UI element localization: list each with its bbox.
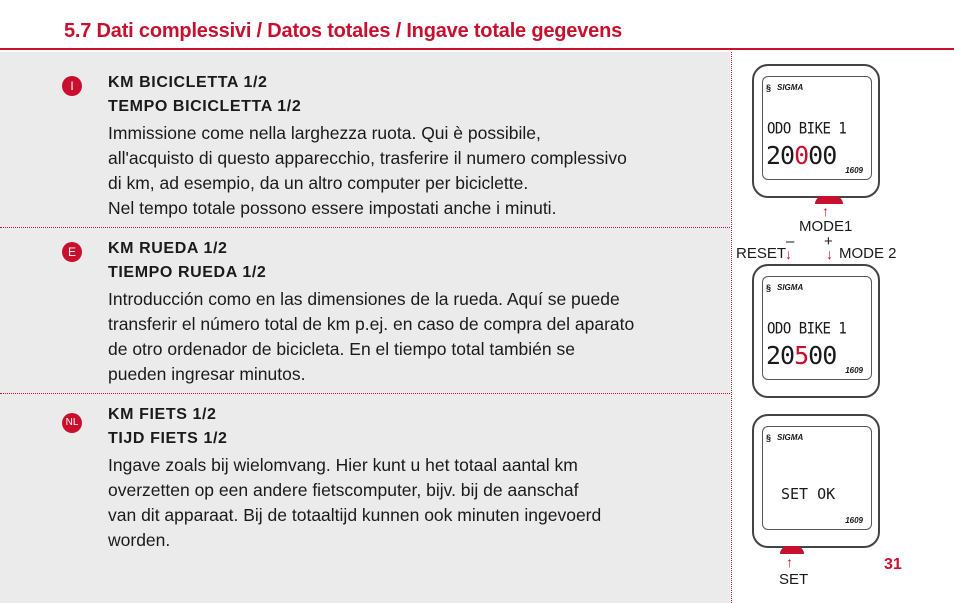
section-text-it-3: di km, ad esempio, da un altro computer per biciclette. xyxy=(108,173,529,193)
section-title-it-2: TEMPO BICICLETTA 1/2 xyxy=(108,98,302,115)
section-text-es-2: transferir el número total de km p.ej. en caso de compra del aparato xyxy=(108,314,635,334)
page-title: 5.7 Dati complessivi / Datos totales / Ingave totale gegevens xyxy=(64,20,623,42)
arrow-up-icon: ↑ xyxy=(786,554,793,570)
lcd-line-1: ODO BIKE 1 xyxy=(767,319,847,339)
language-badge-it: I xyxy=(62,76,82,96)
lcd-screen xyxy=(762,426,872,530)
section-title-nl-1: KM FIETS 1/2 xyxy=(108,406,217,423)
set-label: SET xyxy=(779,571,809,588)
lcd-digits: 20000 xyxy=(766,141,837,170)
model-label: 1609 xyxy=(845,516,863,525)
page-number: 31 xyxy=(884,556,902,573)
section-title-nl-2: TIJD FIETS 1/2 xyxy=(108,430,228,447)
lcd-screen xyxy=(762,76,872,180)
brand-label: SIGMA xyxy=(777,83,804,92)
model-label: 1609 xyxy=(845,166,863,175)
minus-label: – xyxy=(786,233,795,250)
plus-label: + xyxy=(824,233,833,250)
sigma-logo-icon: § xyxy=(766,283,772,293)
language-badge-es: E xyxy=(62,242,82,262)
bike-computer-device xyxy=(752,264,880,398)
mode2-label: MODE 2 xyxy=(839,245,897,262)
mode1-label: MODE1 xyxy=(799,218,853,235)
page-header xyxy=(0,0,954,50)
section-title-it-1: KM BICICLETTA 1/2 xyxy=(108,74,268,91)
section-text-it-4: Nel tempo totale possono essere impostati anche i minuti. xyxy=(108,198,557,218)
arrow-up-icon: ↑ xyxy=(822,203,829,219)
lcd-line-1: SET OK xyxy=(781,485,836,503)
lcd-line-1: ODO BIKE 1 xyxy=(767,119,847,139)
arrow-down-icon: ↓ xyxy=(785,246,792,262)
section-text-it-2: all'acquisto di questo apparecchio, trasferire il numero complessivo xyxy=(108,148,627,168)
reset-label: RESET xyxy=(736,245,787,262)
section-text-nl-2: overzetten op een andere fietscomputer, bijv. bij de aanschaf xyxy=(108,480,579,500)
lcd-digits: 20500 xyxy=(766,341,837,370)
sigma-logo-icon: § xyxy=(766,83,772,93)
language-badge-nl: NL xyxy=(62,413,82,433)
section-text-es-1: Introducción como en las dimensiones de la rueda. Aquí se puede xyxy=(108,289,620,309)
bike-computer-device xyxy=(752,414,880,548)
section-divider xyxy=(0,227,730,228)
section-text-es-3: de otro ordenador de bicicleta. En el tiempo total también se xyxy=(108,339,575,359)
bike-computer-device xyxy=(752,64,880,198)
section-text-nl-3: van dit apparaat. Bij de totaaltijd kunnen ook minuten ingevoerd xyxy=(108,505,602,525)
section-text-es-4: pueden ingresar minutos. xyxy=(108,364,306,384)
section-text-nl-1: Ingave zoals bij wielomvang. Hier kunt u het totaal aantal km xyxy=(108,455,578,475)
arrow-down-icon: ↓ xyxy=(826,246,833,262)
section-text-nl-4: worden. xyxy=(108,530,171,550)
vertical-divider xyxy=(731,52,732,603)
section-title-es-1: KM RUEDA 1/2 xyxy=(108,240,228,257)
mode1-button[interactable] xyxy=(815,196,843,204)
section-divider xyxy=(0,393,730,394)
section-text-it-1: Immissione come nella larghezza ruota. Qui è possibile, xyxy=(108,123,541,143)
brand-label: SIGMA xyxy=(777,283,804,292)
sigma-logo-icon: § xyxy=(766,433,772,443)
set-button[interactable] xyxy=(780,546,804,554)
brand-label: SIGMA xyxy=(777,433,804,442)
model-label: 1609 xyxy=(845,366,863,375)
section-title-es-2: TIEMPO RUEDA 1/2 xyxy=(108,264,267,281)
lcd-screen xyxy=(762,276,872,380)
